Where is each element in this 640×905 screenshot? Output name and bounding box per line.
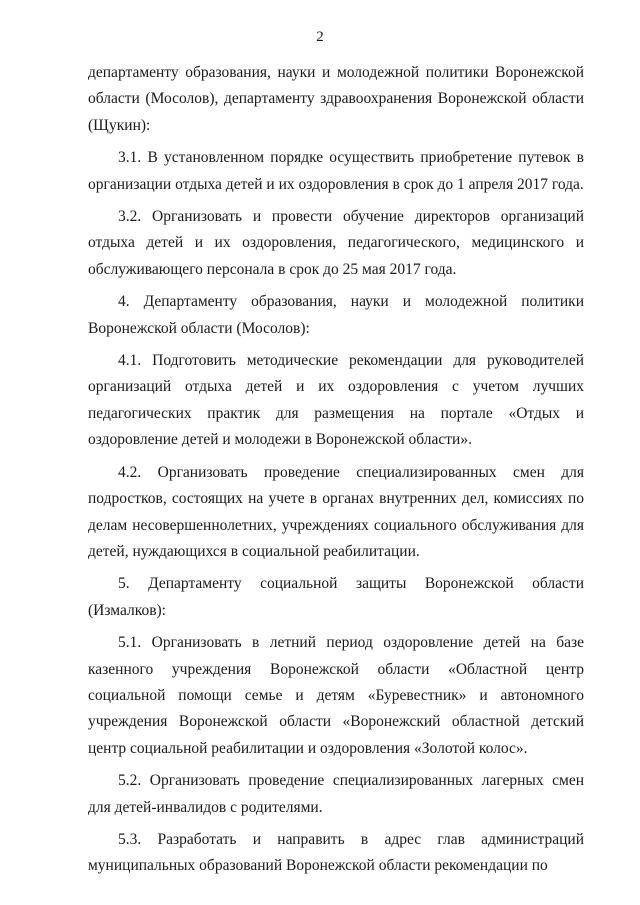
paragraph-4: 4. Департаменту образования, науки и молодежной политики Воронежской области (Мосолов): — [88, 293, 584, 337]
page-number: 2 — [316, 29, 324, 45]
paragraph-4-2: 4.2. Организовать проведение специализированных смен для подростков, состоящих на учете в органах внутренних дел, комиссиях по делам несовершеннолетних, учреждениях социального обслуживания для детей, нуждающихся в социальной реабилитации. — [88, 463, 584, 560]
paragraph-5-1: 5.1. Организовать в летний период оздоровление детей на базе казенного учреждения Воронежской области «Областной центр социальной помощи семье и детям «Буревестник» и автономного учреждения Воронежской области «Воронежский областной детский центр социальной реабилитации и оздоровления «Золотой колос». — [88, 634, 584, 757]
paragraph-4-1: 4.1. Подготовить методические рекомендации для руководителей организаций отдыха детей и их оздоровления с учетом лучших педагогических практик для размещения на портале «Отдых и оздоровление детей и молодежи в Воронежской области». — [88, 352, 584, 449]
paragraph-3-1: 3.1. В установленном порядке осуществить приобретение путевок в организации отдыха детей и их оздоровления в срок до 1 апреля 2017 года. — [88, 149, 584, 193]
paragraph-intro: департаменту образования, науки и молодежной политики Воронежской области (Мосолов), департаменту здравоохранения Воронежской области (Щукин): — [88, 64, 584, 134]
paragraph-3-2: 3.2. Организовать и провести обучение директоров организаций отдыха детей и их оздоровления, педагогического, медицинского и обслуживающего персонала в срок до 25 мая 2017 года. — [88, 208, 584, 278]
document-body — [88, 60, 584, 880]
paragraph-5: 5. Департаменту социальной защиты Воронежской области (Измалков): — [88, 575, 584, 619]
paragraph-5-2: 5.2. Организовать проведение специализированных лагерных смен для детей-инвалидов с родителями. — [88, 772, 584, 816]
paragraph-5-3: 5.3. Разработать и направить в адрес глав администраций муниципальных образований Воронежской области рекомендации по — [88, 830, 584, 875]
